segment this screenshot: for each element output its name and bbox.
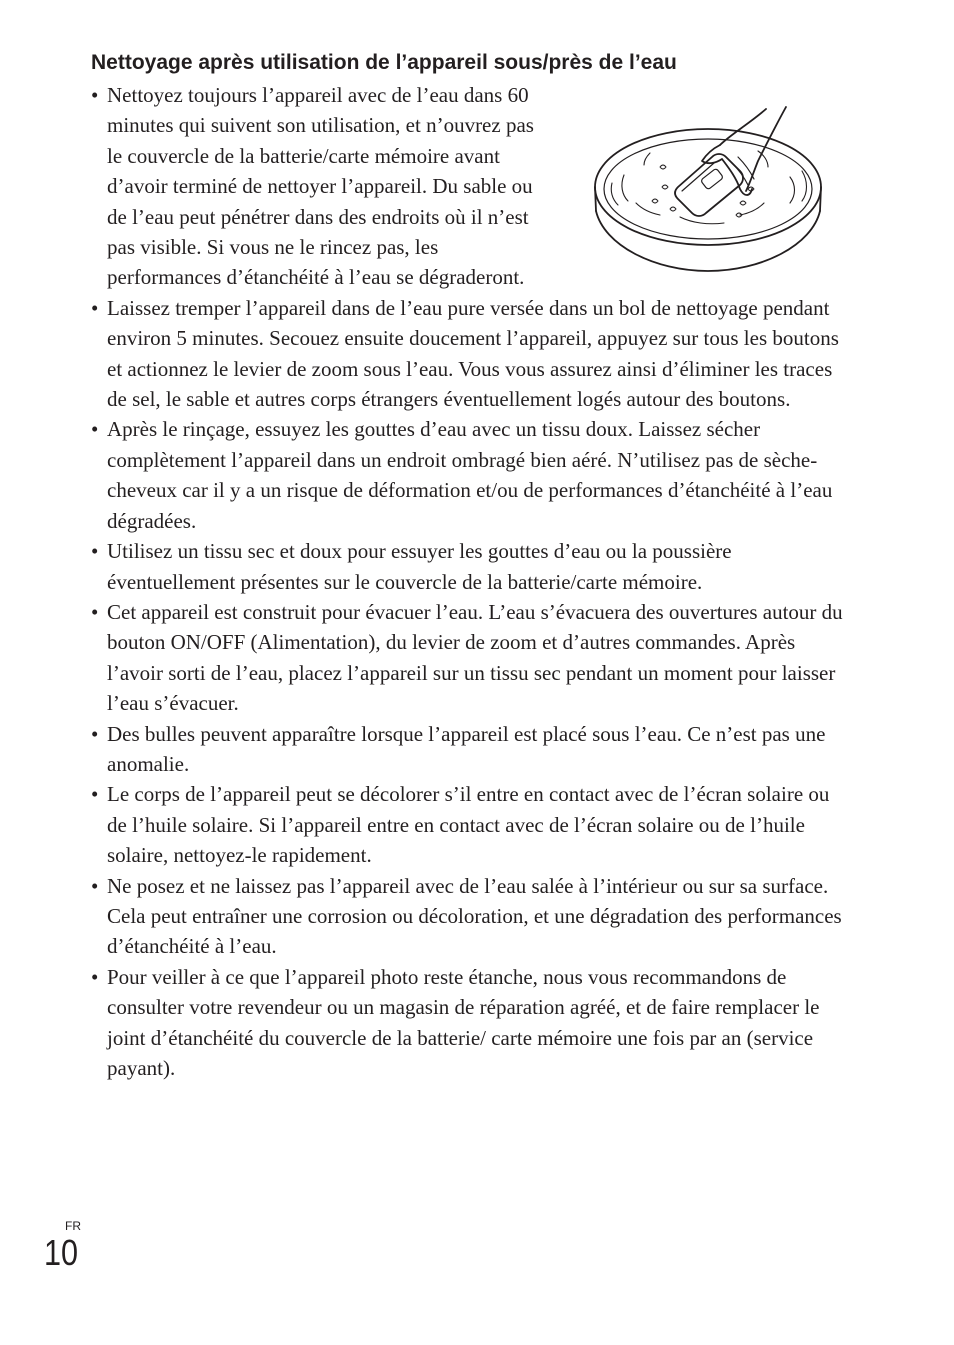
language-code: FR — [65, 1219, 81, 1233]
page-number: 10 — [44, 1232, 79, 1273]
list-item: • Des bulles peuvent apparaître lorsque l’appareil est placé sous l’eau. Ce n’est pas une anomalie. — [91, 719, 851, 780]
section-heading: Nettoyage après utilisation de l’appareil sous/près de l’eau — [91, 51, 677, 74]
list-item: • Utilisez un tissu sec et doux pour essuyer les gouttes d’eau ou la poussière éventuellement présentes sur le couvercle de la batterie/carte mémoire. — [91, 536, 851, 597]
list-item: • Ne posez et ne laissez pas l’appareil avec de l’eau salée à l’intérieur ou sur sa surface. Cela peut entraîner une corrosion ou décoloration, et une dégradation des performances d’étanchéité à l’eau. — [91, 871, 851, 962]
camera-rinsing-bowl-illustration — [590, 105, 830, 280]
list-item: • Après le rinçage, essuyez les gouttes d’eau avec un tissu doux. Laissez sécher complètement l’appareil dans un endroit ombragé bien aéré. N’utilisez pas de sèche-cheveux car il y a un risque de déformation et/ou de performances d’étanchéité à l’eau dégradées. — [91, 414, 851, 536]
list-item: • Cet appareil est construit pour évacuer l’eau. L’eau s’évacuera des ouvertures autour du bouton ON/OFF (Alimentation), du levier de zoom et d’autres commandes. Après l’avoir sorti de l’eau, placez l’appareil sur un tissu sec pendant un moment pour laisser l’eau s’évacuer. — [91, 597, 851, 719]
list-item: • Pour veiller à ce que l’appareil photo reste étanche, nous vous recommandons de consulter votre revendeur ou un magasin de réparation agréé, et de faire remplacer le joint d’étanchéité du couvercle de la batterie/ carte mémoire une fois par an (service payant). — [91, 962, 851, 1084]
list-item: • Nettoyez toujours l’appareil avec de l’eau dans 60 minutes qui suivent son utilisation, et n’ouvrez pas le couvercle de la batterie/carte mémoire avant d’avoir terminé de nettoyer l’appareil. Du sable ou de l’eau peut pénétrer dans des endroits où il n’est pas visible. Si vous ne le rincez pas, les performances d’étanchéité à l’eau se dégraderont. — [91, 80, 552, 293]
list-item: • Le corps de l’appareil peut se décolorer s’il entre en contact avec de l’écran solaire ou de l’huile solaire. Si l’appareil entre en contact avec de l’écran solaire ou de l’huile solaire, nettoyez-le rapidement. — [91, 779, 851, 870]
list-item: • Laissez tremper l’appareil dans de l’eau pure versée dans un bol de nettoyage pendant environ 5 minutes. Secouez ensuite doucement l’appareil, appuyez sur tous les boutons et actionnez le levier de zoom sous l’eau. Vous vous assurez ainsi d’éliminer les traces de sel, le sable et autres corps étrangers éventuellement logés autour des boutons. — [91, 293, 851, 415]
